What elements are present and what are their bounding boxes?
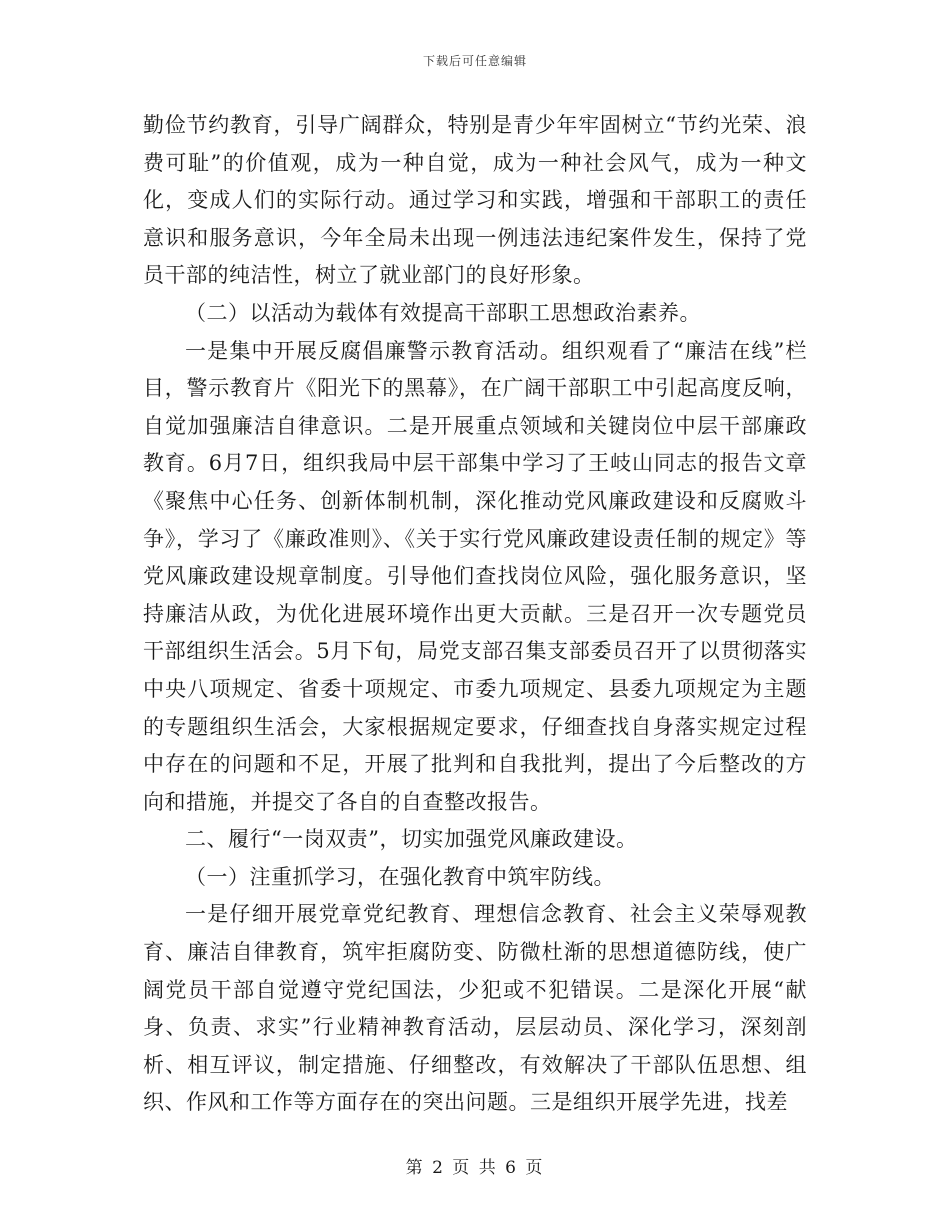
paragraph-activities: 一是集中开展反腐倡廉警示教育活动。组织观看了“廉洁在线”栏目，警示教育片《阳光下的黑幕》，在广阔干部职工中引起高度反响，自觉加强廉洁自律意识。二是开展重点领域和关键岗位中层干部廉政教育。6月7日，组织我局中层干部集中学习了王岐山同志的报告文章《聚焦中心任务、创新体制机制，深化推动党风廉政建设和反腐败斗争》，学习了《廉政准则》、《关于实行党风廉政建设责任制的规定》等党风廉政建设规章制度。引导他们查找岗位风险，强化服务意识，坚持廉洁从政，为优化进展环境作出更大贡献。三是召开一次专题党员干部组织生活会。5月下旬，局党支部召集支部委员召开了以贯彻落实中央八项规定、省委十项规定、市委九项规定、县委九项规定为主题的专题组织生活会，大家根据规定要求，仔细查找自身落实规定过程中存在的问题和不足，开展了批判和自我批判，提出了今后整改的方向和措施，并提交了各自的自查整改报告。 [143, 338, 807, 814]
section-heading-1: （一）注重抓学习，在强化教育中筑牢防线。 [185, 864, 615, 889]
section-heading-main-2: 二、履行“一岗双责”，切实加强党风廉政建设。 [185, 827, 638, 852]
page-number: 第 2 页 共 6 页 [405, 1158, 545, 1178]
paragraph-continuation: 勤俭节约教育，引导广阔群众，特别是青少年牢固树立“节约光荣、浪费可耻”的价值观，成为一种自觉，成为一种社会风气，成为一种文化，变成人们的实际行动。通过学习和实践，增强和干部职工的责任意识和服务意识，今年全局未出现一例违法违纪案件发生，保持了党员干部的纯洁性，树立了就业部门的良好形象。 [143, 113, 807, 288]
document-body [143, 107, 807, 1122]
page-header: 下载后可任意编辑 [422, 54, 527, 68]
paragraph-education: 一是仔细开展党章党纪教育、理想信念教育、社会主义荣辱观教育、廉洁自律教育，筑牢拒腐防变、防微杜渐的思想道德防线，使广阔党员干部自觉遵守党纪国法，少犯或不犯错误。二是深化开展“献身、负责、求实”行业精神教育活动，层层动员、深化学习，深刻剖析、相互评议，制定措施、仔细整改，有效解决了干部队伍思想、组织、作风和工作等方面存在的突出问题。三是组织开展学先进，找差 [143, 902, 807, 1115]
section-heading-2: （二）以活动为载体有效提高干部职工思想政治素养。 [185, 300, 701, 325]
